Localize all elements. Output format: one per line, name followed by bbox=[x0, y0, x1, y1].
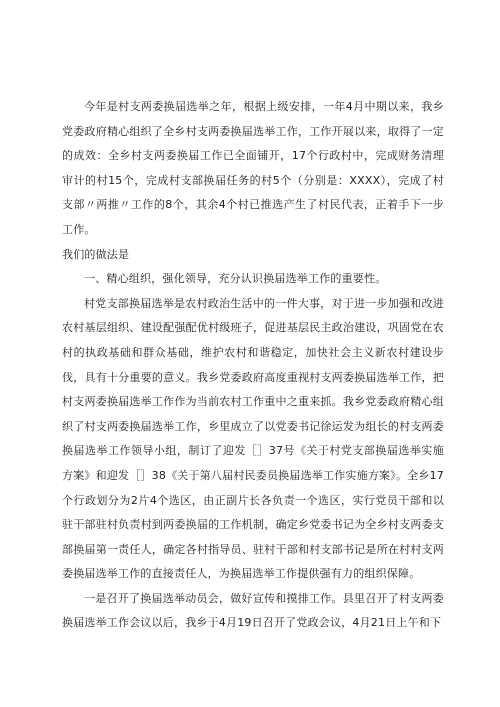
intro-paragraph: 今年是村支两委换届选举之年，根据上级安排，一年4月中期以来，我乡党委政府精心组织了全乡村支两委换届选举工作，工作开展以来，取得了一定的成效：全乡村支两委换届工作已全面铺开，17个行政村中，完成财务清理审计的村15个，完成村支部换届任务的村5个（分别是：XXXX），完成了村支部〃两推〃工作的8个，其余4个村已推选产生了村民代表，正着手下一步工作。 bbox=[62, 100, 444, 236]
document-body bbox=[62, 95, 444, 636]
method-intro-line: 我们的做法是 bbox=[62, 247, 130, 261]
section-heading-1: 一、精心组织，强化领导，充分认识换届选举工作的重要性。 bbox=[84, 272, 387, 286]
section-1-subparagraph: 一是召开了换届选举动员会，做好宣传和摸排工作。县里召开了村支两委换届选举工作会议以后，我乡于4月19日召开了党政会议，4月21日上午和下 bbox=[62, 591, 444, 630]
section-1-paragraph: 村党支部换届选举是农村政治生活中的一件大事，对于进一步加强和改进农村基层组织、建设配强配优村级班子，促进基层民主政治建设，巩固党在农村的执政基础和群众基础，维护农村和谐稳定，加快社会主义新农村建设步伐，具有十分重要的意义。我乡党委政府高度重视村支两委换届选举工作，把村支两委换届选举工作作为当前农村工作重中之重来抓。我乡党委政府精心组织了村支两委换届选举工作，乡里成立了以党委书记徐运发为组长的村支两委换届选举工作领导小组，制订了迎发［］37号《关于村党支部换届选举实施方案》和迎发［］38《关于第八届村民委员换届选举工作实施方案》。全乡17个行政划分为2片4个选区，由正副片长各负责一个选区，实行党员干部和以驻干部驻村负责村到两委换届的工作机制，确定乡党委书记为全乡村支两委支部换届第一责任人，确定各村指导员、驻村干部和村支部书记是所在村村支两委换届选举工作的直接责任人，为换届选举工作提供强有力的组织保障。 bbox=[62, 296, 444, 581]
